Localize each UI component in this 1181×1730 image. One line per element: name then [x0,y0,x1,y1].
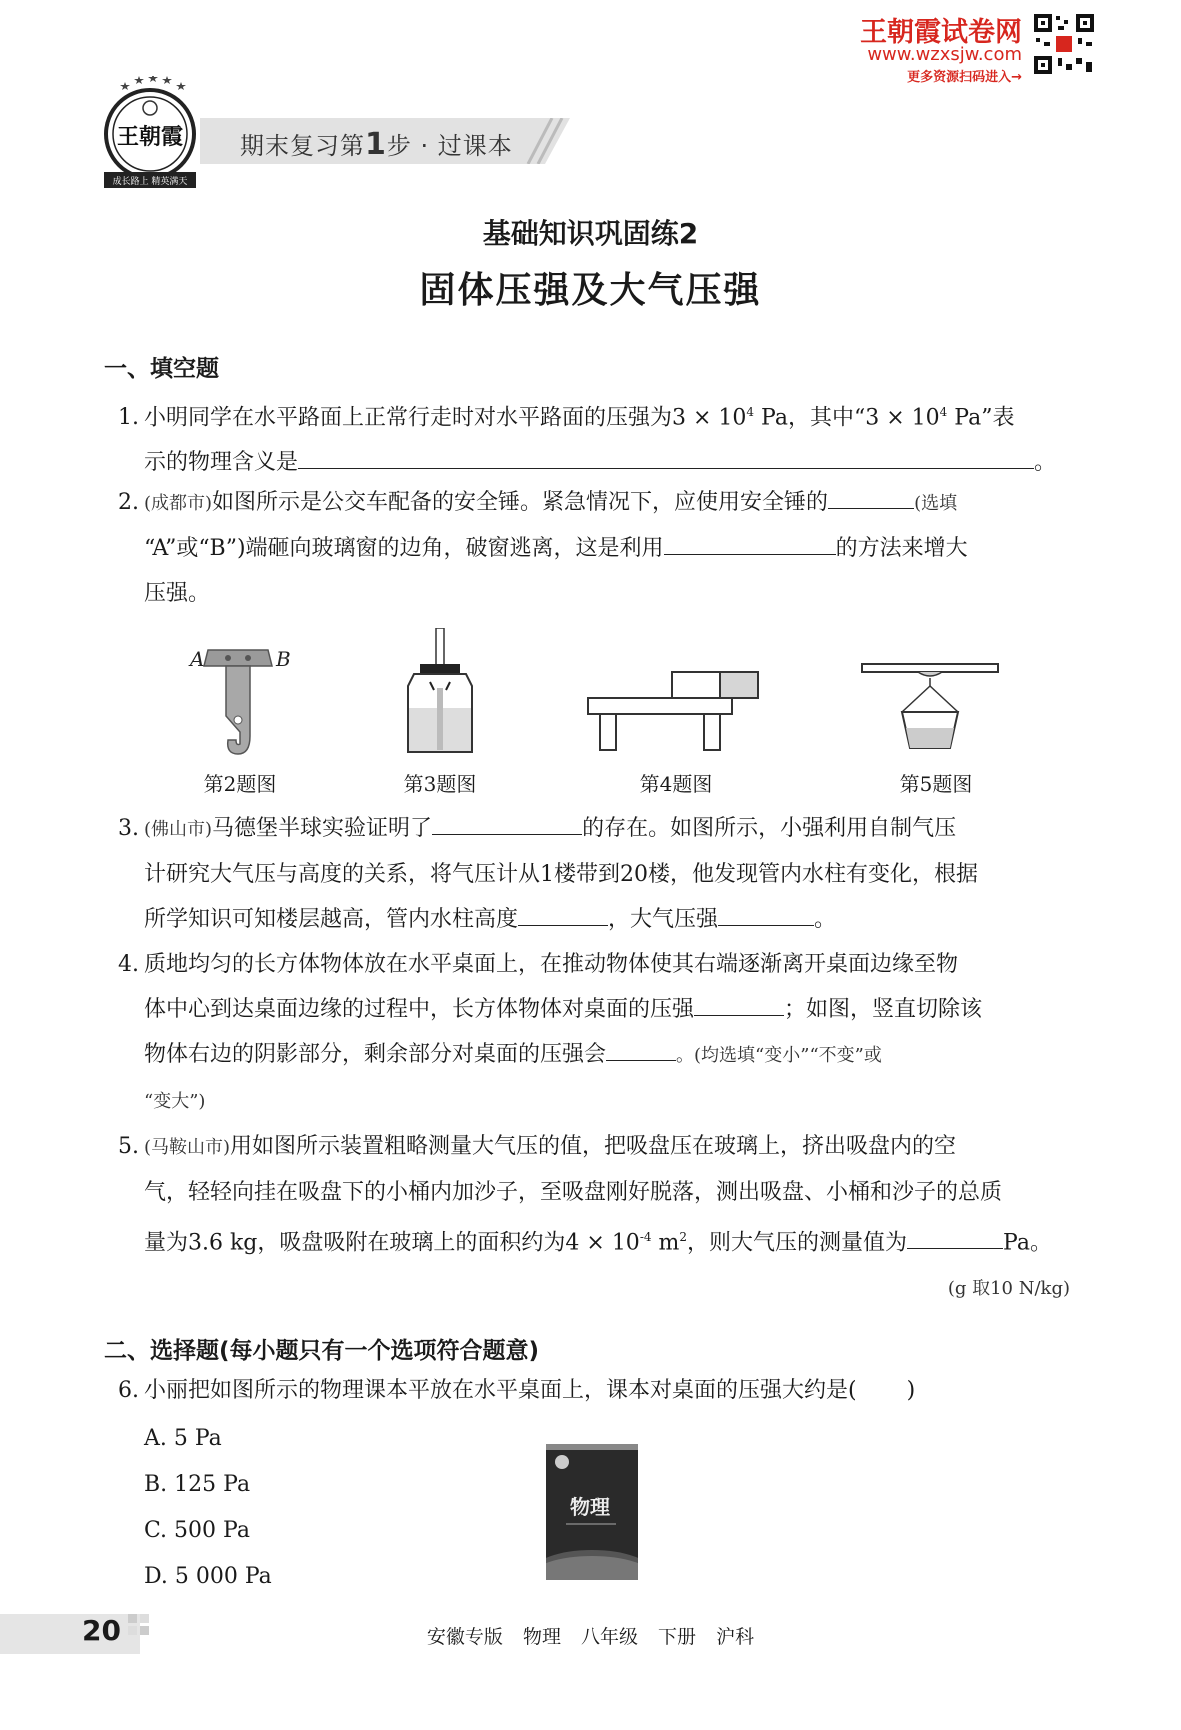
q6-option-d[interactable]: D. 5 000 Pa [144,1564,272,1589]
q6-option-a[interactable]: A. 5 Pa [144,1426,222,1451]
physics-textbook-figure [546,1444,638,1580]
section-fill-in: 一、填空题 [104,356,219,382]
question-4 [118,942,1078,1124]
q4-number: 4. [118,952,139,977]
q5-exponent: -4 [639,1230,652,1244]
q4-line4: “变大”) [144,1091,206,1112]
q3-answer-blank-3[interactable] [718,899,814,926]
logo-text: 王朝霞 [116,124,184,150]
hammer-label-a: A [190,647,205,671]
q3-source: (佛山市) [144,819,213,840]
q1-text-b: Pa，其中“3 × 10 [754,405,940,431]
q4-line3-b: 。(均选填“变小”“不变”或 [676,1045,882,1066]
q6-option-c[interactable]: C. 500 Pa [144,1518,250,1543]
q2-line3: 压强。 [144,581,211,606]
page-number: 20 [82,1614,121,1647]
q2-number: 2. [118,490,139,515]
q4-line3-a: 物体右边的阴影部分，剩余部分对桌面的压强会 [144,1042,607,1067]
sub-title: 基础知识巩固练2 [482,217,699,250]
caption-fig5: 第5题图 [899,772,973,796]
q3-line3-c: 。 [814,907,837,932]
textbook-title: 物理 [570,1495,610,1519]
hammer-label-b: B [276,647,291,671]
q6-number: 6. [118,1378,139,1403]
q3-answer-blank-2[interactable] [518,899,608,926]
footer-edition: 安徽专版 物理 八年级 下册 沪科 [426,1626,755,1648]
q4-line2-b: ；如图，竖直切除该 [784,997,983,1022]
q5-number: 5. [118,1134,139,1159]
q5-line3-b: m [651,1230,680,1256]
question-2 [118,480,1078,616]
q5-line3-c: ，则大气压的测量值为 [687,1230,908,1256]
q2-answer-blank-1[interactable] [828,482,914,509]
banner-title [240,126,513,162]
banner-prefix: 期末复习第 [240,132,365,160]
brand-url[interactable]: www.wzxsjw.com [867,44,1022,65]
q3-line3-a: 所学知识可知楼层越高，管内水柱高度 [144,907,519,932]
q1-end: 。 [1034,450,1057,476]
q3-line3-b: ，大气压强 [608,907,719,932]
caption-fig3: 第3题图 [403,772,477,796]
q3-line2: 计研究大气压与高度的关系，将气压计从1楼带到20楼，他发现管内水柱有变化，根据 [144,862,978,887]
q4-line1: 质地均匀的长方体物体放在水平桌面上，在推动物体使其右端逐渐离开桌面边缘至物 [144,952,959,977]
q1-line2: 示的物理含义是 [144,450,299,476]
question-5 [118,1124,1078,1311]
banner-step: 1 [365,127,387,162]
q5-line2: 气，轻轻向挂在吸盘下的小桶内加沙子，至吸盘刚好脱落，测出吸盘、小桶和沙子的总质 [144,1180,1003,1205]
logo-ribbon: 成长路上 精英满天 [112,177,188,187]
q1-text-c: Pa”表 [947,405,1015,431]
q3-number: 3. [118,816,139,841]
q6-paren-close: ) [906,1378,916,1403]
banner-suffix: 步 · 过课本 [386,132,513,160]
caption-fig4: 第4题图 [639,772,713,796]
q3-text-a: 马德堡半球实验证明了 [212,816,433,841]
q6-text: 小丽把如图所示的物理课本平放在水平桌面上，课本对桌面的压强大约是( [144,1378,857,1403]
q5-line1: 用如图所示装置粗略测量大气压的值，把吸盘压在玻璃上，挤出吸盘内的空 [230,1134,957,1159]
q1-answer-blank[interactable] [298,442,1034,469]
q4-answer-blank-1[interactable] [694,989,784,1016]
q5-note: (g 取10 N/kg) [947,1278,1070,1300]
brand-header [848,10,1108,85]
q5-exponent-2: 2 [679,1230,688,1244]
qr-code-icon[interactable] [1032,12,1096,76]
q4-line2-a: 体中心到达桌面边缘的过程中，长方体物体对桌面的压强 [144,997,695,1022]
q2-line2-a: “A”或“B”)端砸向玻璃窗的边角，破窗逃离，这是利用 [144,536,664,561]
block-on-table-figure [586,670,766,754]
publisher-logo [100,76,200,196]
q2-text-a: 如图所示是公交车配备的安全锤。紧急情况下，应使用安全锤的 [212,490,829,515]
q5-answer-blank[interactable] [907,1222,1003,1249]
q1-number: 1. [118,405,139,431]
q2-text-b: (选填 [914,493,958,514]
q5-line3-d: Pa。 [1003,1230,1052,1256]
q1-exponent: 4 [746,405,755,419]
q1-exponent-2: 4 [939,405,948,419]
q5-line3-a: 量为3.6 kg，吸盘吸附在玻璃上的面积约为4 × 10 [144,1230,640,1256]
q2-source: (成都市) [144,493,213,514]
q5-source: (马鞍山市) [144,1137,231,1158]
q3-text-b: 的存在。如图所示，小强利用自制气压 [582,816,957,841]
section-multiple-choice: 二、选择题(每小题只有一个选项符合题意) [104,1338,540,1364]
main-title: 固体压强及大气压强 [419,270,762,311]
safety-hammer-figure [180,636,310,758]
q1-text-a: 小明同学在水平路面上正常行走时对水平路面的压强为3 × 10 [144,405,747,431]
barometer-bottle-figure [400,628,480,756]
suction-cup-figure [860,660,1000,756]
question-3 [118,806,1078,942]
brand-name: 王朝霞试卷网 [860,17,1022,48]
q3-answer-blank-1[interactable] [432,808,582,835]
q2-line2-b: 的方法来增大 [835,536,968,561]
question-6 [118,1368,1078,1413]
brand-slogan: 更多资源扫码进入→ [907,70,1022,85]
caption-fig2: 第2题图 [203,772,277,796]
q2-answer-blank-2[interactable] [664,528,836,555]
q6-option-b[interactable]: B. 125 Pa [144,1472,251,1497]
q4-answer-blank-2[interactable] [606,1034,676,1061]
question-1 [118,390,1078,485]
